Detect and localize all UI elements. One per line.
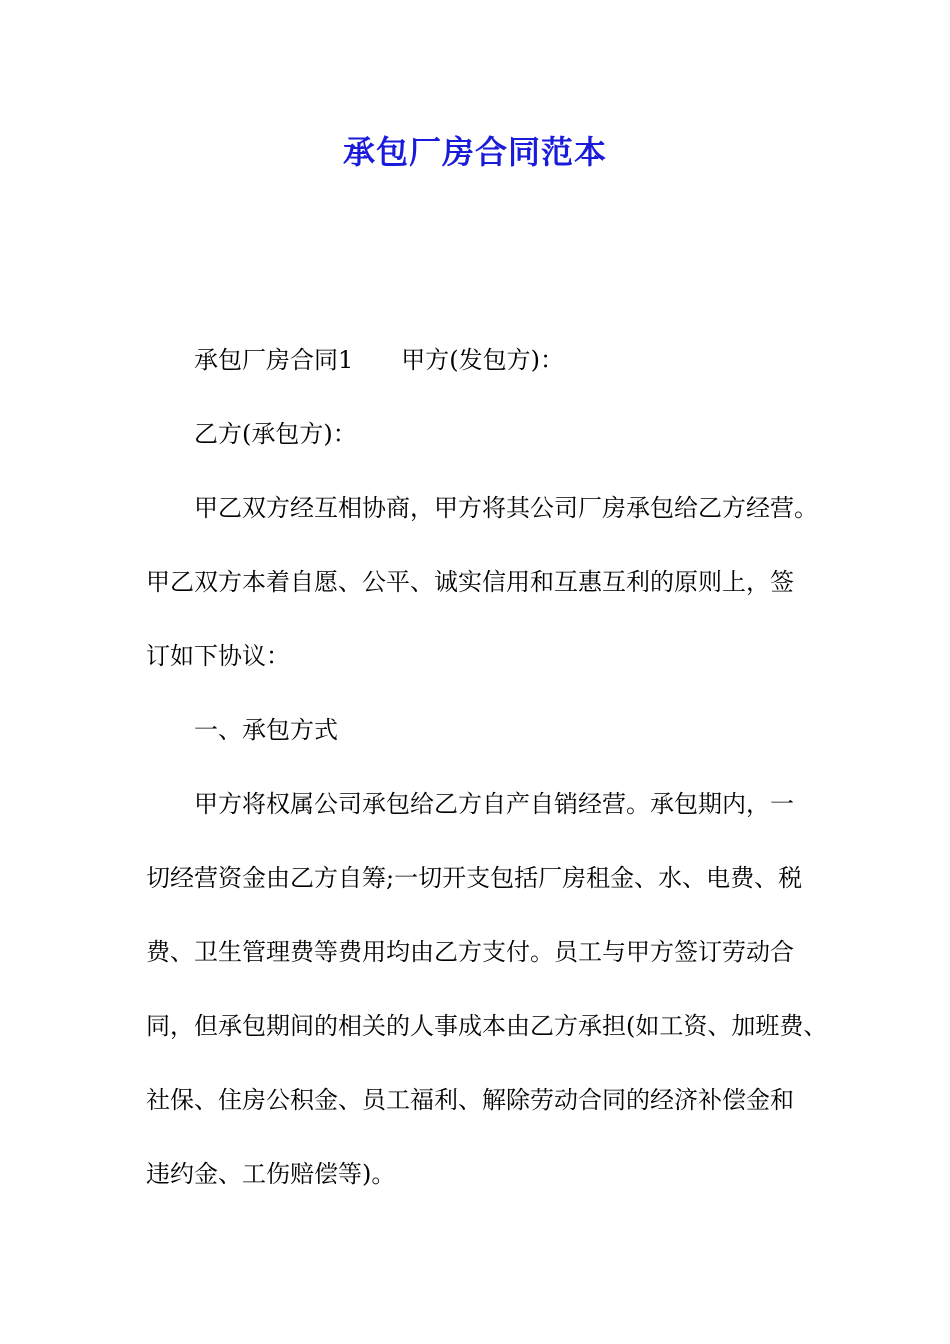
paragraph-line: 同，但承包期间的相关的人事成本由乙方承担(如工资、加班费、 xyxy=(146,1012,828,1040)
contract-heading-line xyxy=(194,342,564,378)
paragraph-line: 费、卫生管理费等费用均由乙方支付。员工与甲方签订劳动合 xyxy=(146,938,794,966)
party-b-label: 乙方(承包方)： xyxy=(194,420,357,448)
paragraph-line: 订如下协议： xyxy=(146,642,290,670)
paragraph-line: 切经营资金由乙方自筹;一切开支包括厂房租金、水、电费、税 xyxy=(146,864,803,892)
paragraph-line: 甲乙双方本着自愿、公平、诚实信用和互惠互利的原则上，签 xyxy=(146,568,794,596)
party-a-label: 甲方(发包方)： xyxy=(401,346,565,374)
document-title: 承包厂房合同范本 xyxy=(342,133,607,171)
contract-number-label: 承包厂房合同1 xyxy=(194,346,354,374)
paragraph-line: 甲方将权属公司承包给乙方自产自销经营。承包期内，一 xyxy=(194,790,794,818)
section-heading: 一、承包方式 xyxy=(194,716,338,744)
paragraph-line: 社保、住房公积金、员工福利、解除劳动合同的经济补偿金和 xyxy=(146,1086,794,1114)
paragraph-line: 违约金、工伤赔偿等)。 xyxy=(146,1160,396,1188)
paragraph-line: 甲乙双方经互相协商，甲方将其公司厂房承包给乙方经营。 xyxy=(194,494,818,522)
